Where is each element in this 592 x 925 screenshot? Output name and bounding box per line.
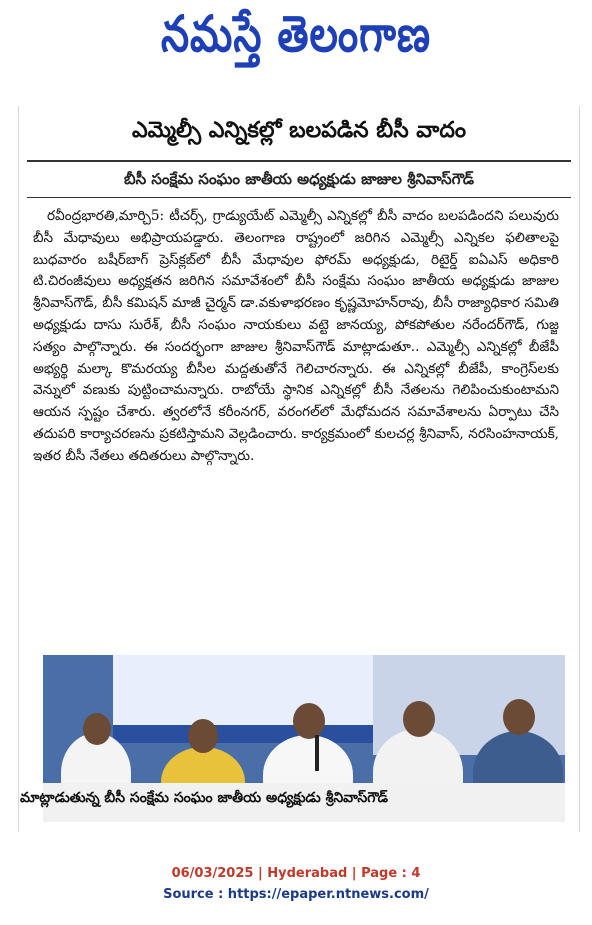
headline-divider xyxy=(27,160,571,162)
source-link[interactable]: Source : https://epaper.ntnews.com/ xyxy=(163,887,429,902)
microphone xyxy=(315,735,319,771)
person-head xyxy=(188,719,218,753)
subheadline-divider xyxy=(27,197,571,198)
banner-strip xyxy=(113,725,373,743)
edition-meta: 06/03/2025 | Hyderabad | Page : 4 xyxy=(171,866,421,881)
person-head xyxy=(83,713,111,745)
person-head xyxy=(503,699,535,735)
person-head xyxy=(403,701,435,737)
article-body: రవీంద్రభారతి,మార్చి5: టీచర్స్, గ్రాడ్యుయేట్ ఎమ్మెల్సీ ఎన్నికల్లో బీసీ వాదం బలపడిందని పలువురు బీసీ మేధావులు అభిప్రాయపడ్డారు. తెలంగాణ రాష్ట్రంలో జరిగిన ఎమ్మెల్సీ ఎన్నికల ఫలితాలపై బుధవారం బషీర్‌బాగ్ ప్రెస్‌క్లబ్‌లో బీసీ మేధావుల ఫోరమ్ అధ్యక్షుడు, రిటైర్డ్ ఐఏఎస్ అధికారి టి.చిరంజీవులు అధ్యక్షతన జరిగిన సమావేశంలో బీసీ సంక్షేమ సంఘం జాతీయ అధ్యక్షుడు జాజుల శ్రీనివాస్‌గౌడ్, బీసీ కమిషన్ మాజీ చైర్మన్ డా.వకుళాభరణం కృష్ణమోహన్‌రావు, బీసీ రాజ్యాధికార సమితి అధ్యక్షుడు దాసు సురేశ్, బీసీ సంఘం నాయకులు వట్టె జానయ్య, పోకపోతుల నరేందర్‌గౌడ్, గుజ్జ సత్యం పాల్గొన్నారు. ఈ సందర్భంగా జాజుల శ్రీనివాస్‌గౌడ్ మాట్లాడుతూ.. ఎమ్మెల్సీ ఎన్నికల్లో బీజేపీ అభ్యర్థి మల్కా కొమరయ్య బీసీల మద్దతుతోనే గెలిచారన్నారు. ఈ ఎన్నికల్లో బీజేపీ, కాంగ్రెస్‌లకు వెన్నులో వణుకు పుట్టించామన్నారు. రాబోయే స్థానిక ఎన్నికల్లో బీసీ నేతలను గెలిపించుకుంటామని ఆయన స్పష్టం చేశారు. త్వరలోనే కరీంనగర్, వరంగల్‌లో మేధోమదన సమావేశాలను ఏర్పాటు చేసి తదుపరి కార్యాచరణను ప్రకటిస్తామని వెల్లడించారు. కార్యక్రమంలో కులచర్ల శ్రీనివాస్, నరసింహనాయక్, ఇతర బీసీ నేతలు తదితరులు పాల్గొన్నారు. xyxy=(33,208,559,464)
newspaper-masthead xyxy=(0,0,592,80)
person-head xyxy=(293,703,325,739)
masthead-title: నమస్తే తెలంగాణ xyxy=(160,4,432,64)
article-clipping xyxy=(18,106,580,832)
article-subheadline: బీసీ సంక్షేమ సంఘం జాతీయ అధ్యక్షుడు జాజుల శ్రీనివాస్‌గౌడ్ xyxy=(124,170,474,188)
event-banner xyxy=(113,655,373,728)
article-headline: ఎమ్మెల్సీ ఎన్నికల్లో బలపడిన బీసీ వాదం xyxy=(131,118,467,143)
photo-caption: మాట్లాడుతున్న బీసీ సంక్షేమ సంఘం జాతీయ అధ్యక్షుడు శ్రీనివాస్‌గౌడ్ xyxy=(20,790,388,806)
